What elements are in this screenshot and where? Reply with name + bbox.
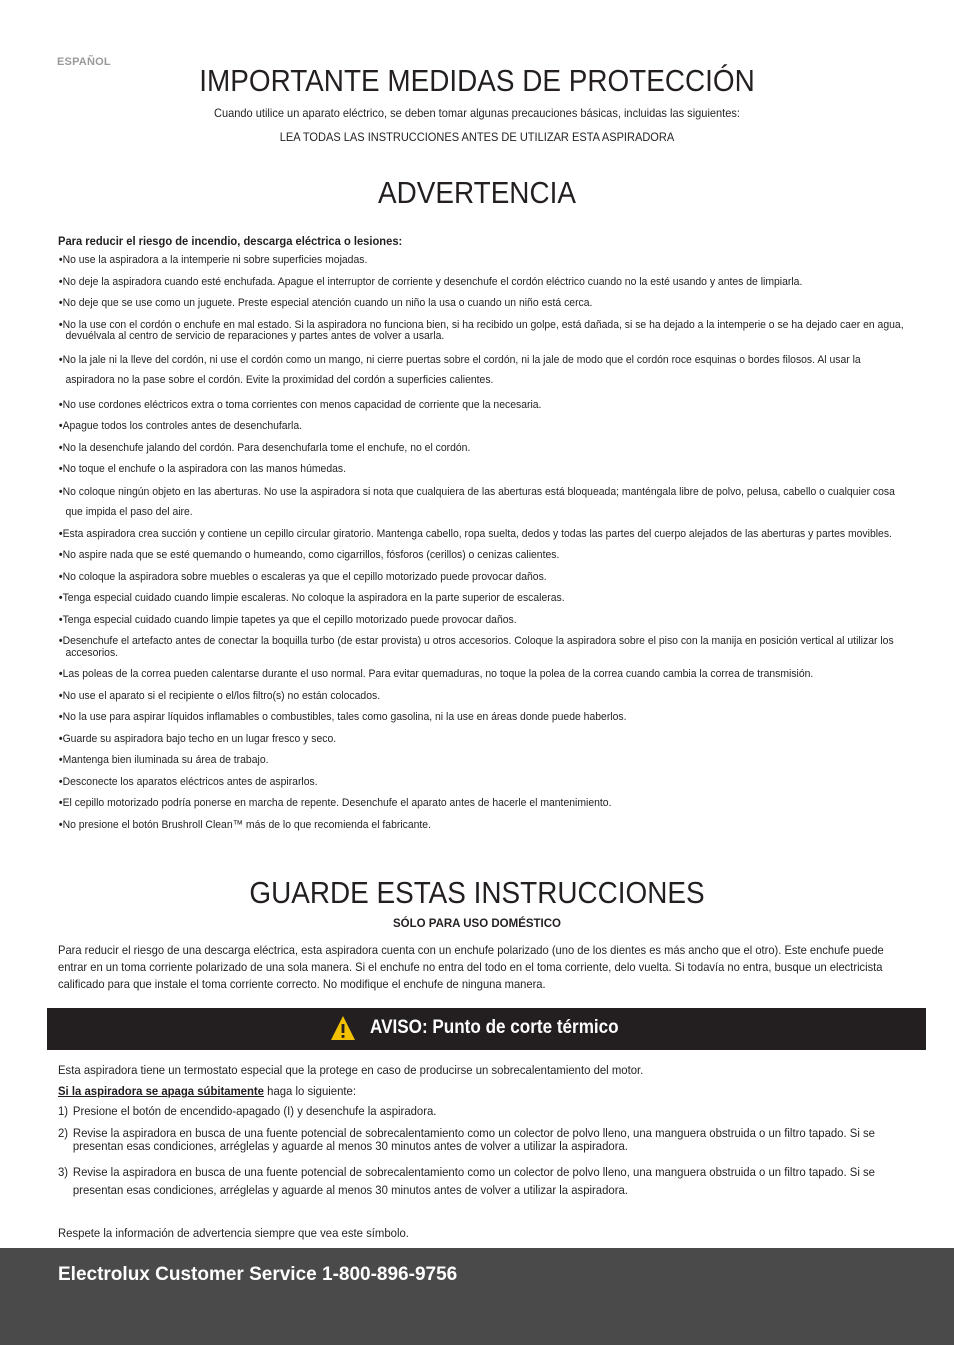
footer-bar: [0, 1248, 954, 1345]
polarized-plug-text: Para reducir el riesgo de una descarga eléctrica, esta aspiradora cuenta con un enchufe polarizado (uno de los dientes es más ancho que el otro). Este enchufe puede entrar en un toma corriente polarizado de una sola manera. Si el enchufe no entra del todo en el toma corriente, delo vuelta. Si todavía no entra, busque un electricista calificado para que instale el toma corriente correcto. No modifique el enchufe de ninguna manera.: [58, 943, 884, 991]
sudden-off-rest: haga lo siguiente:: [263, 1084, 357, 1098]
warning-item: • Apague todos los controles antes de desenchufarla.: [58, 421, 907, 433]
warning-item: • No coloque la aspiradora sobre muebles o escaleras ya que el cepillo motorizado puede provocar daños.: [58, 572, 907, 584]
page-title: IMPORTANTE MEDIDAS DE PROTECCIÓN: [199, 63, 755, 98]
thermal-intro: Esta aspiradora tiene un termostato especial que la protege en caso de producirse un sobrecalentamiento del motor.: [58, 1063, 644, 1077]
sudden-off-line: [58, 1084, 895, 1098]
step-text: Revise la aspiradora en busca de una fuente potencial de sobrecalentamiento como un colector de polvo lleno, una manguera obstruida o un filtro tapado. Si se presentan esas condiciones, arréglelas y aguarde al menos 30 minutos antes de volver a utilizar la aspiradora.: [72, 1126, 875, 1153]
warning-item: • Desconecte los aparatos eléctricos antes de aspirarlos.: [58, 777, 907, 789]
warning-item: • Desenchufe el artefacto antes de conectar la boquilla turbo (de estar provista) u otros accesorios. Coloque la aspiradora sobre el piso con la manija en posición vertical al utilizar los accesorios.: [58, 636, 907, 659]
notice-title: AVISO: Punto de corte térmico: [370, 1017, 619, 1038]
customer-service-text: Electrolux Customer Service 1-800-896-9756: [58, 1264, 458, 1285]
language-label: ESPAÑOL: [57, 56, 111, 68]
warning-list: [58, 255, 918, 831]
warning-item: • No la use con el cordón o enchufe en mal estado. Si la aspiradora no funciona bien, si ha recibido un golpe, está dañada, si se ha dejado a la intemperie o se ha dejado caer en agua, devuélvala al centro de servicio de reparaciones y partes antes de volver a usarla.: [58, 320, 907, 343]
warning-item: • No deje la aspiradora cuando esté enchufada. Apague el interruptor de corriente y desenchufe el cordón eléctrico cuando no la esté usando y antes de limpiarla.: [58, 277, 907, 289]
warning-item: • Esta aspiradora crea succión y contiene un cepillo circular giratorio. Mantenga cabello, ropa suelta, dedos y todas las partes del cuerpo alejados de las aberturas y partes movibles.: [58, 529, 907, 541]
warning-triangle-icon: [330, 1015, 356, 1041]
warning-item: • No use cordones eléctricos extra o toma corrientes con menos capacidad de corriente que la necesaria.: [58, 400, 907, 412]
step-item: [58, 1163, 915, 1199]
warning-item: • Tenga especial cuidado cuando limpie escaleras. No coloque la aspiradora en la parte superior de escaleras.: [58, 593, 907, 605]
warning-item: • No aspire nada que se esté quemando o humeando, como cigarrillos, fósforos (cerillos) o cenizas calientes.: [58, 550, 907, 562]
warning-item: • No use el aparato si el recipiente o el/los filtro(s) no están colocados.: [58, 691, 907, 703]
household-only-label: SÓLO PARA USO DOMÉSTICO: [392, 918, 562, 930]
warning-item: • Mantenga bien iluminada su área de trabajo.: [58, 755, 907, 767]
warning-item: • No use la aspiradora a la intemperie ni sobre superficies mojadas.: [58, 255, 907, 267]
warning-item: • Tenga especial cuidado cuando limpie tapetes ya que el cepillo motorizado puede provocar daños.: [58, 615, 907, 627]
warning-item: • El cepillo motorizado podría ponerse en marcha de repente. Desenchufe el aparato antes de hacerle el mantenimiento.: [58, 798, 907, 810]
warning-item: • Las poleas de la correa pueden calentarse durante el uso normal. Para evitar quemaduras, no toque la polea de la correa cuando cambia la correa de transmisión.: [58, 669, 907, 681]
warning-title: ADVERTENCIA: [378, 175, 576, 210]
sudden-off-underlined: Si la aspiradora se apaga súbitamente: [58, 1084, 264, 1098]
step-text: Revise la aspiradora en busca de una fuente potencial de sobrecalentamiento como un colector de polvo lleno, una manguera obstruida o un filtro tapado. Si se presentan esas condiciones, arréglelas y aguarde al menos 30 minutos antes de volver a utilizar la aspiradora.: [72, 1165, 875, 1197]
warning-item: • No la desenchufe jalando del cordón. Para desenchufarla tome el enchufe, no el cordón.: [58, 443, 907, 455]
step-number: 1): [58, 1104, 69, 1118]
warning-item: • No coloque ningún objeto en las aberturas. No use la aspiradora si nota que cualquiera de las aberturas está bloqueada; manténgala libre de polvo, pelusa, cabello o cualquier cosa que impida el paso del aire.: [58, 482, 907, 522]
save-instructions-title: GUARDE ESTAS INSTRUCCIONES: [249, 875, 705, 910]
respect-symbol-text: Respete la información de advertencia siempre que vea este símbolo.: [58, 1226, 409, 1240]
warning-item: • No toque el enchufe o la aspiradora con las manos húmedas.: [58, 464, 907, 476]
warning-item: • No presione el botón Brushroll Clean™ más de lo que recomienda el fabricante.: [58, 820, 907, 832]
warning-item: • Guarde su aspiradora bajo techo en un lugar fresco y seco.: [58, 734, 907, 746]
step-number: 3): [58, 1165, 69, 1179]
read-instructions-text: LEA TODAS LAS INSTRUCCIONES ANTES DE UTILIZAR ESTA ASPIRADORA: [279, 130, 675, 144]
step-item: [58, 1105, 900, 1118]
step-number: 2): [58, 1126, 69, 1140]
warning-item: • No la use para aspirar líquidos inflamables o combustibles, tales como gasolina, ni la use en áreas donde puede haberlos.: [58, 712, 907, 724]
step-text: Presione el botón de encendido-apagado (I) y desenchufe la aspiradora.: [72, 1104, 437, 1118]
step-item: [58, 1127, 915, 1153]
warning-item: • No la jale ni la lleve del cordón, ni use el cordón como un mango, ni cierre puertas sobre el cordón, ni la jale de modo que el cordón roce esquinas o bordes filosos. Al usar la aspiradora no la pase sobre el cordón. Evite la proximidad del cordón a superficies calientes.: [58, 350, 907, 390]
intro-text: Cuando utilice un aparato eléctrico, se deben tomar algunas precauciones básicas, incluidas las siguientes:: [214, 106, 740, 120]
warning-lead: Para reducir el riesgo de incendio, descarga eléctrica o lesiones:: [58, 234, 403, 248]
warning-item: • No deje que se use como un juguete. Preste especial atención cuando un niño la usa o cuando un niño está cerca.: [58, 298, 907, 310]
